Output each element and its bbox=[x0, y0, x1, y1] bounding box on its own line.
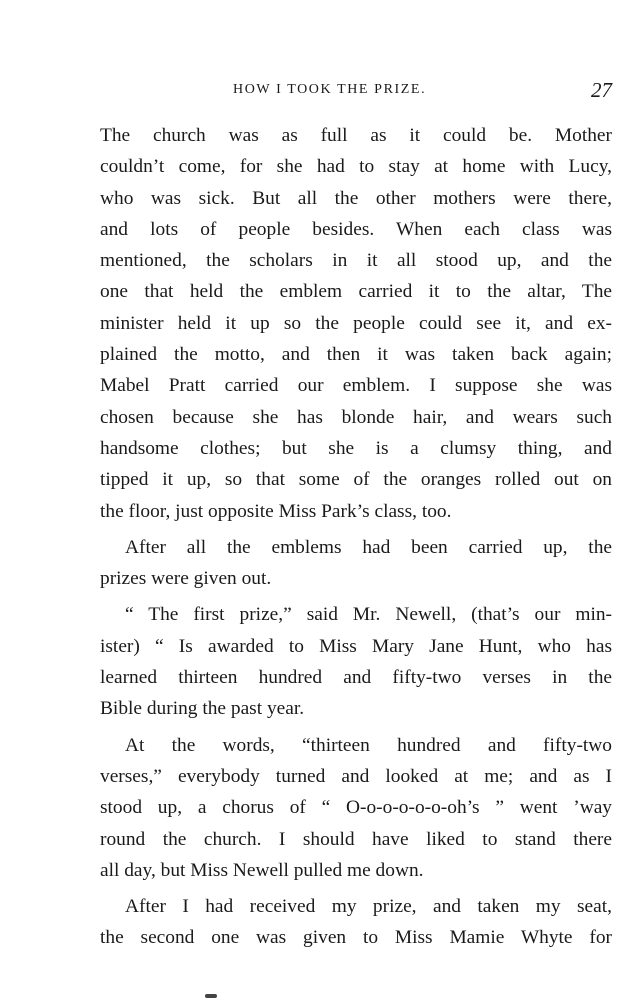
text-line: Mabel Pratt carried our emblem. I suppose she was bbox=[100, 375, 612, 397]
running-header bbox=[100, 78, 612, 104]
text-line: minister held it up so the people could see it, and ex- bbox=[100, 312, 612, 334]
text-line: verses,” everybody turned and looked at me; and as I bbox=[100, 765, 612, 787]
text-line: At the words, “thirteen hundred and fifty-two bbox=[125, 734, 612, 756]
text-line: After I had received my prize, and taken my seat, bbox=[125, 896, 612, 918]
text-line: all day, but Miss Newell pulled me down. bbox=[100, 859, 424, 881]
text-line: plained the motto, and then it was taken back again; bbox=[100, 344, 612, 366]
page-number: 27 bbox=[591, 78, 612, 102]
text-line: mentioned, the scholars in it all stood up, and the bbox=[100, 250, 612, 272]
text-line: stood up, a chorus of “ O-o-o-o-o-o-oh’s ” went ’way bbox=[100, 797, 612, 819]
text-line: round the church. I should have liked to stand there bbox=[100, 828, 612, 850]
text-line: After all the emblems had been carried up, the bbox=[125, 536, 612, 558]
text-line: who was sick. But all the other mothers were there, bbox=[100, 187, 612, 209]
text-line: “ The first prize,” said Mr. Newell, (that’s our min- bbox=[125, 604, 612, 626]
text-line: ister) “ Is awarded to Miss Mary Jane Hunt, who has bbox=[100, 635, 612, 657]
text-line: and lots of people besides. When each class was bbox=[100, 218, 612, 240]
text-line: tipped it up, so that some of the oranges rolled out on bbox=[100, 469, 612, 491]
text-line: prizes were given out. bbox=[100, 568, 272, 590]
text-line: learned thirteen hundred and fifty-two verses in the bbox=[100, 667, 612, 689]
text-line: the floor, just opposite Miss Park’s class, too. bbox=[100, 500, 452, 522]
text-line: Bible during the past year. bbox=[100, 698, 305, 720]
text-line: one that held the emblem carried it to the altar, The bbox=[100, 281, 612, 303]
body-text bbox=[100, 120, 612, 954]
text-line: the second one was given to Miss Mamie Whyte for bbox=[100, 927, 612, 949]
text-line: The church was as full as it could be. Mother bbox=[100, 125, 612, 146]
ink-speck bbox=[205, 994, 217, 998]
text-line: handsome clothes; but she is a clumsy thing, and bbox=[100, 437, 612, 459]
running-title: HOW I TOOK THE PRIZE. bbox=[233, 82, 427, 97]
text-line: chosen because she has blonde hair, and wears such bbox=[100, 406, 612, 428]
text-line: couldn’t come, for she had to stay at home with Lucy, bbox=[100, 156, 612, 178]
